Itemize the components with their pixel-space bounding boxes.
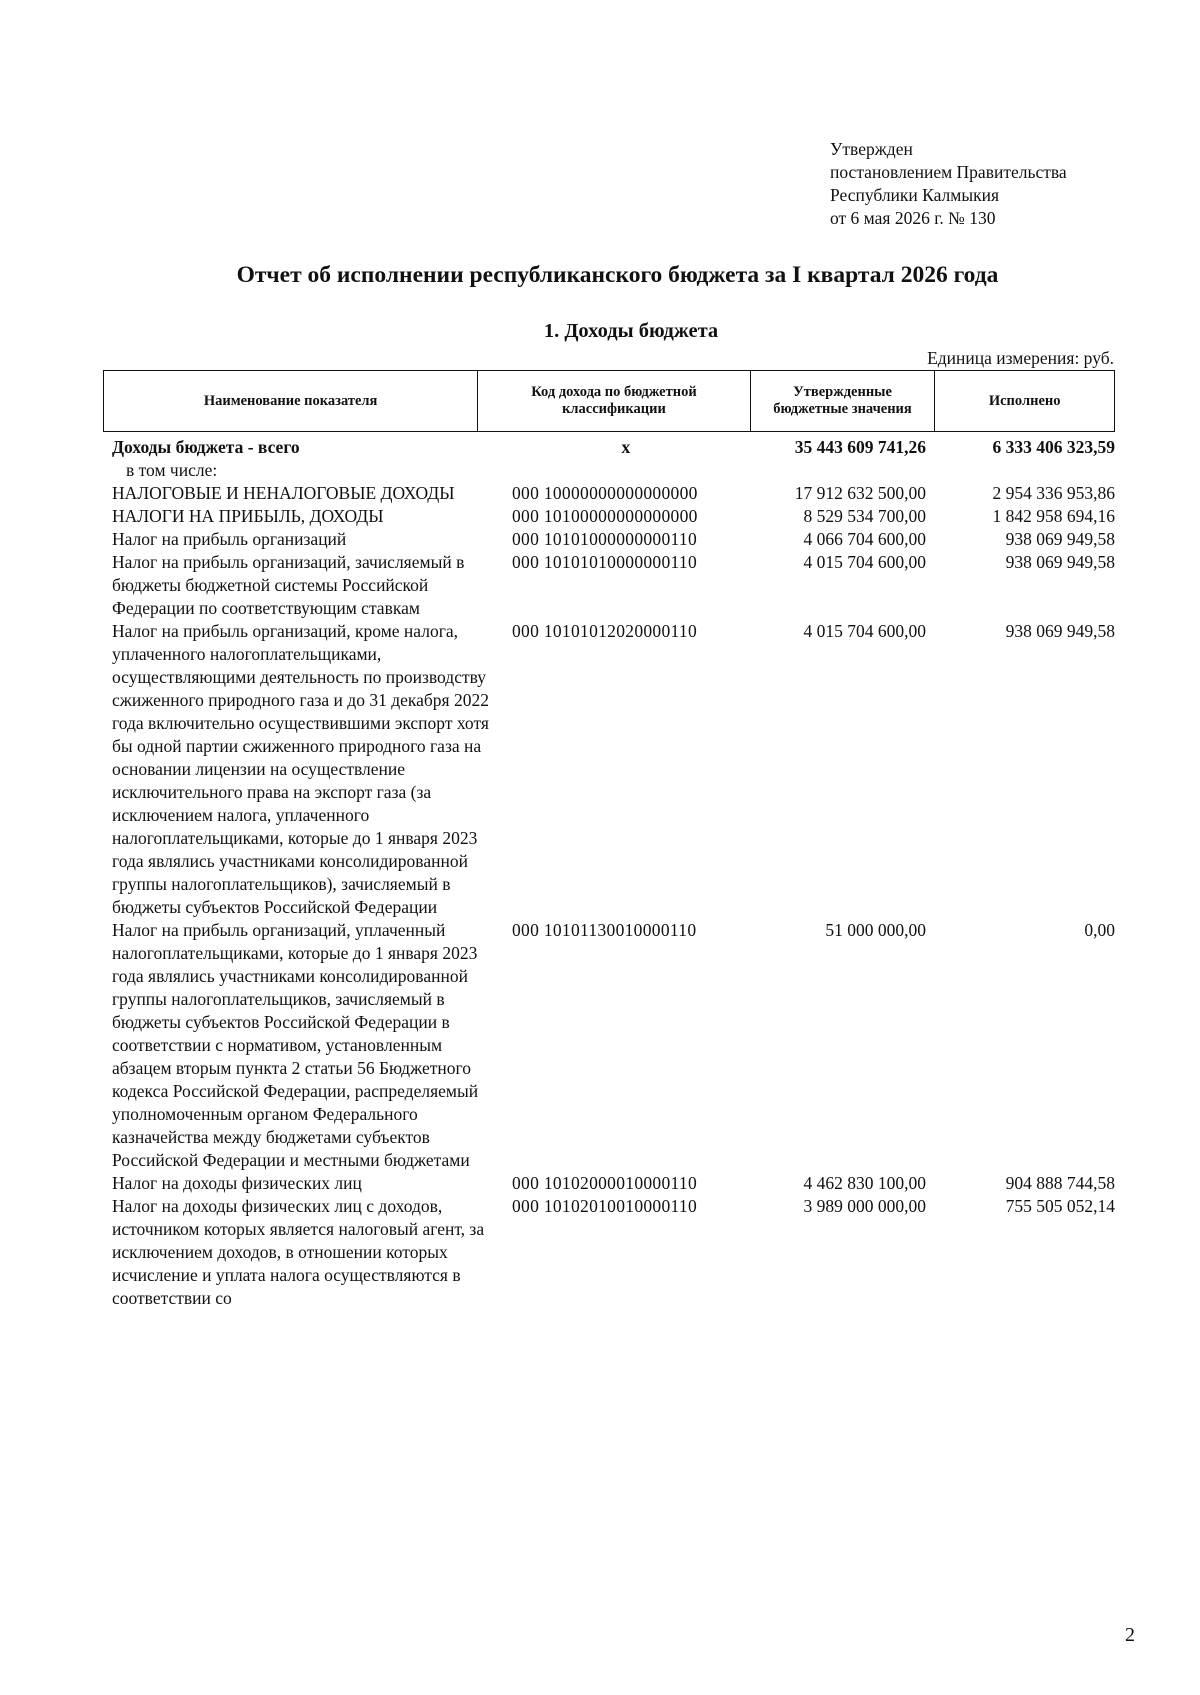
- table-row: [112, 482, 1115, 505]
- table-row: [112, 1195, 1115, 1310]
- cell-plan: 4 015 704 600,00: [803, 621, 926, 641]
- cell-name: Налог на прибыль организаций: [112, 529, 347, 549]
- cell-code: 000 10101130010000110: [512, 920, 697, 940]
- cell-name: Налог на прибыль организаций, зачисляемый в бюджеты бюджетной системы Российской Федерации по соответствующим ставкам: [112, 552, 465, 618]
- table-row: [112, 1172, 1115, 1195]
- cell-name: Налог на прибыль организаций, кроме налога, уплаченного налогоплательщиками, осуществляющими деятельность по производству сжиженного природного газа и до 31 декабря 2022 года включительно осуществившими экспорт хотя бы одной партии сжиженного природного газа на основании лицензии на осуществление исключительного права на экспорт газа (за исключением налога, уплаченного налогоплательщиками, которые до 1 января 2023 года являлись участниками консолидированной группы налогоплательщиков), зачисляемый в бюджеты субъектов Российской Федерации: [112, 621, 489, 917]
- cell-plan: 4 015 704 600,00: [803, 552, 926, 572]
- cell-exec: 938 069 949,58: [1005, 621, 1115, 641]
- approval-line: от 6 мая 2026 г. № 130: [830, 208, 996, 228]
- cell-name: Налог на прибыль организаций, уплаченный налогоплательщиками, которые до 1 января 2023 года являлись участниками консолидированной группы налогоплательщиков, зачисляемый в бюджеты субъектов Российской Федерации в соответствии с нормативом, установленным абзацем вторым пункта 2 статьи 56 Бюджетного кодекса Российской Федерации, распределяемый уполномоченным органом Федерального казначейства между бюджетами субъектов Российской Федерации и местными бюджетами: [112, 920, 479, 1170]
- cell-plan: 17 912 632 500,00: [794, 483, 926, 503]
- cell-plan: 4 066 704 600,00: [803, 529, 926, 549]
- section-title: 1. Доходы бюджета: [543, 320, 719, 342]
- document-title: Отчет об исполнении республиканского бюджета за I квартал 2026 года: [236, 262, 999, 288]
- cell-exec: 755 505 052,14: [1005, 1196, 1115, 1216]
- header-exec: Исполнено: [988, 392, 1061, 409]
- cell-code: 000 10101010000000110: [512, 552, 698, 572]
- approval-stamp: [830, 138, 1067, 230]
- table-row-total: [112, 436, 1115, 459]
- cell-exec: 2 954 336 953,86: [992, 483, 1115, 503]
- cell-plan: 3 989 000 000,00: [803, 1196, 926, 1216]
- cell-plan: 4 462 830 100,00: [803, 1173, 926, 1193]
- table-row: [112, 528, 1115, 551]
- cell-plan: 8 529 534 700,00: [803, 506, 926, 526]
- header-plan: Утвержденные бюджетные значения: [751, 371, 936, 431]
- cell-exec: 938 069 949,58: [1005, 529, 1115, 549]
- cell-plan: 35 443 609 741,26: [794, 437, 926, 457]
- cell-name: Налог на доходы физических лиц с доходов, источником которых является налоговый агент, за исключением доходов, в отношении которых исчисление и уплата налога осуществляются в соответствии со: [112, 1196, 485, 1308]
- cell-code: 000 10101012020000110: [512, 621, 698, 641]
- table-body: [112, 436, 1115, 1310]
- cell-code: 000 10000000000000000: [512, 483, 698, 503]
- header-code: Код дохода по бюджетной классификации: [478, 371, 750, 431]
- page-number: 2: [1125, 1624, 1135, 1646]
- cell-name: НАЛОГОВЫЕ И НЕНАЛОГОВЫЕ ДОХОДЫ: [112, 483, 455, 503]
- table-row: [112, 919, 1115, 1172]
- table-row: [112, 620, 1115, 919]
- cell-name: Доходы бюджета - всего: [112, 437, 300, 457]
- cell-name: Налог на доходы физических лиц: [112, 1173, 362, 1193]
- table-row: [112, 505, 1115, 528]
- cell-plan: 51 000 000,00: [825, 920, 926, 940]
- subheading: в том числе:: [126, 460, 218, 480]
- cell-code: 000 10102000010000110: [512, 1173, 698, 1193]
- cell-exec: 904 888 744,58: [1005, 1173, 1115, 1193]
- approval-line: Республики Калмыкия: [830, 185, 1000, 205]
- header-name: Наименование показателя: [104, 371, 478, 431]
- cell-exec: 6 333 406 323,59: [992, 437, 1115, 457]
- table-row: [112, 551, 1115, 620]
- table-header: [103, 370, 1115, 432]
- cell-exec: 1 842 958 694,16: [992, 506, 1115, 526]
- approval-line: Утвержден: [830, 139, 913, 159]
- cell-code: 000 10101000000000110: [512, 529, 698, 549]
- cell-exec: 0,00: [1084, 920, 1115, 940]
- cell-exec: 938 069 949,58: [1005, 552, 1115, 572]
- unit-note: Единица измерения: руб.: [927, 348, 1114, 368]
- approval-line: постановлением Правительства: [830, 162, 1067, 182]
- cell-code: 000 10102010010000110: [512, 1196, 698, 1216]
- cell-code: х: [621, 437, 631, 457]
- cell-name: НАЛОГИ НА ПРИБЫЛЬ, ДОХОДЫ: [112, 506, 384, 526]
- cell-code: 000 10100000000000000: [512, 506, 698, 526]
